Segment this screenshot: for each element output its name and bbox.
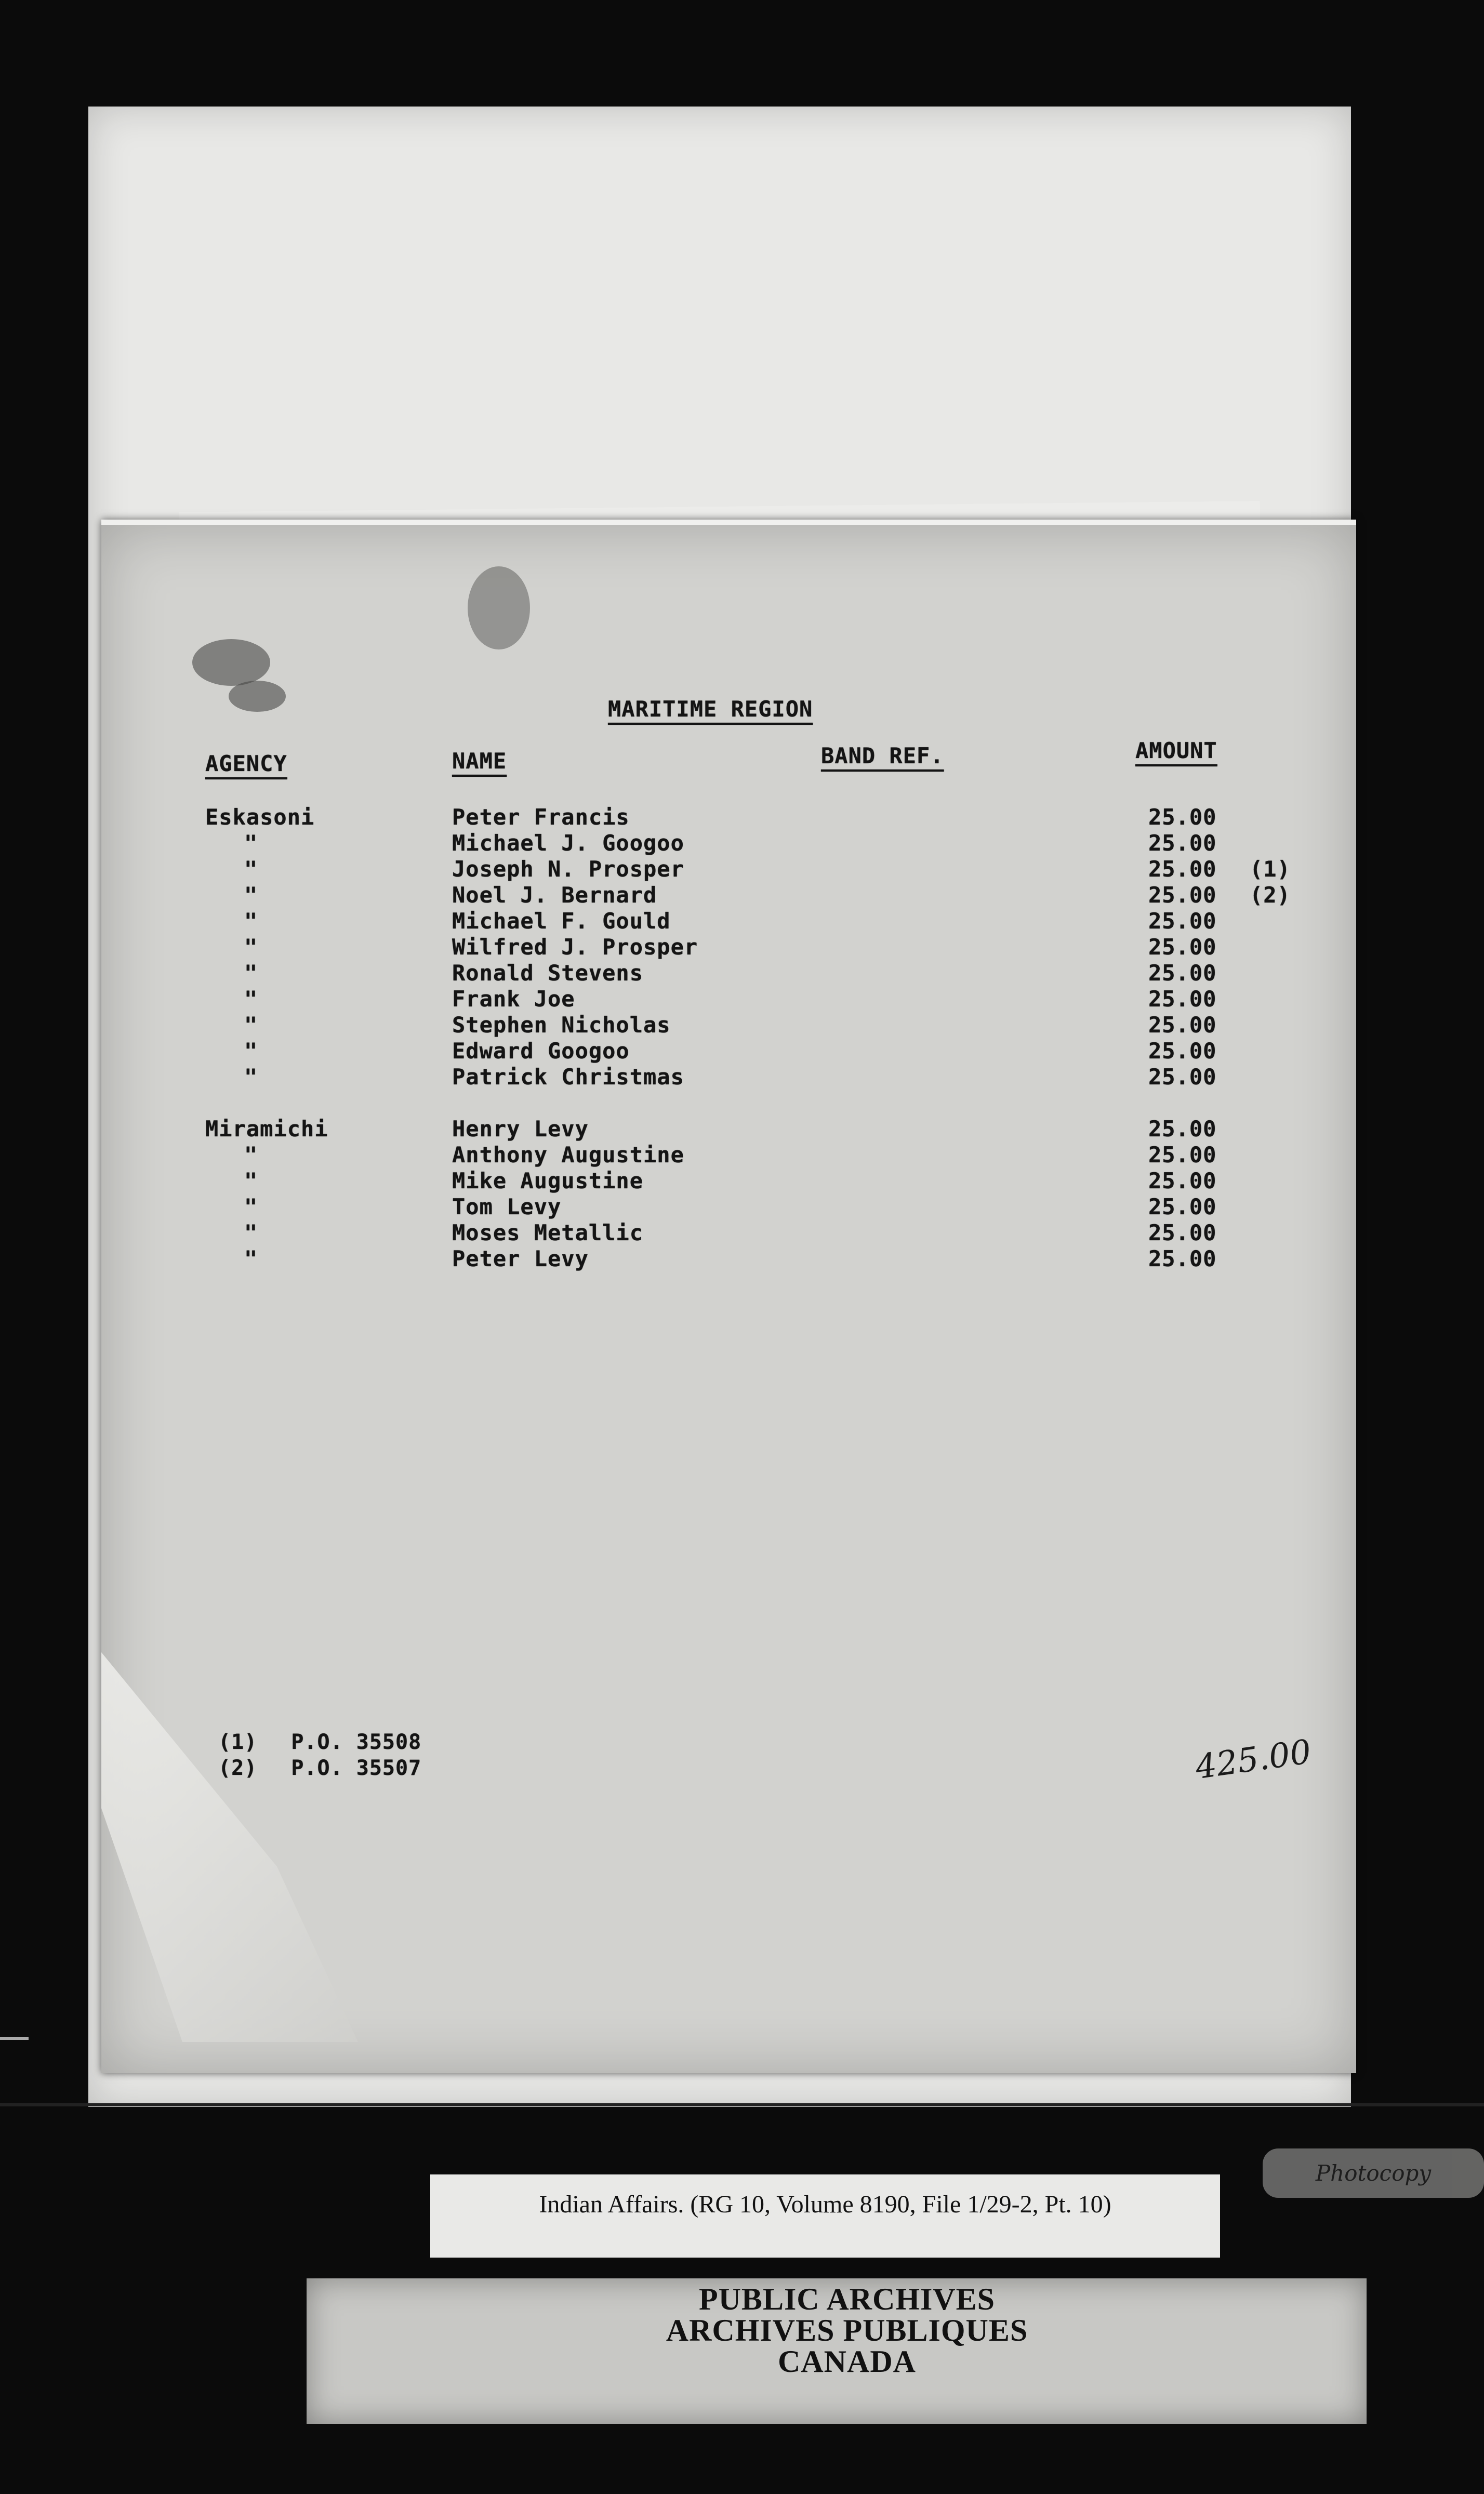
- agency-cell: Miramichi: [205, 1116, 328, 1142]
- footnote-ref: (2): [1250, 882, 1291, 908]
- amount-cell: 25.00: [1148, 1220, 1217, 1245]
- amount-cell: 25.00: [1148, 1064, 1217, 1090]
- column-header-agency: AGENCY: [205, 751, 287, 776]
- amount-cell: 25.00: [1148, 882, 1217, 908]
- amount-cell: 25.00: [1148, 960, 1217, 986]
- name-cell: Michael F. Gould: [452, 908, 671, 934]
- name-cell: Henry Levy: [452, 1116, 589, 1142]
- amount-cell: 25.00: [1148, 1168, 1217, 1193]
- footnote-mark: (1): [218, 1730, 258, 1754]
- footnote: [218, 1756, 421, 1780]
- amount-cell: 25.00: [1148, 986, 1217, 1012]
- name-cell: Patrick Christmas: [452, 1064, 684, 1090]
- name-cell: Joseph N. Prosper: [452, 856, 684, 882]
- stamp-line: CANADA: [778, 2344, 916, 2379]
- name-cell: Anthony Augustine: [452, 1142, 684, 1168]
- column-header-band-ref: BAND REF.: [821, 743, 944, 768]
- agency-cell: ": [244, 1220, 258, 1245]
- name-cell: Peter Francis: [452, 804, 630, 830]
- agency-cell: ": [244, 830, 258, 856]
- name-cell: Noel J. Bernard: [452, 882, 657, 908]
- amount-cell: 25.00: [1148, 1142, 1217, 1168]
- document-title: MARITIME REGION: [608, 696, 813, 722]
- amount-cell: 25.00: [1148, 856, 1217, 882]
- agency-cell: ": [244, 1064, 258, 1090]
- name-cell: Peter Levy: [452, 1246, 589, 1271]
- agency-cell: ": [244, 882, 258, 908]
- agency-cell: ": [244, 856, 258, 882]
- amount-cell: 25.00: [1148, 934, 1217, 960]
- amount-cell: 25.00: [1148, 1038, 1217, 1064]
- footnote: [218, 1730, 421, 1754]
- name-cell: Michael J. Googoo: [452, 830, 684, 856]
- amount-cell: 25.00: [1148, 1246, 1217, 1271]
- amount-cell: 25.00: [1148, 908, 1217, 934]
- agency-cell: ": [244, 960, 258, 986]
- agency-cell: ": [244, 1168, 258, 1193]
- agency-cell: ": [244, 1038, 258, 1064]
- name-cell: Moses Metallic: [452, 1220, 644, 1245]
- amount-cell: 25.00: [1148, 1116, 1217, 1142]
- name-cell: Stephen Nicholas: [452, 1012, 671, 1038]
- footnote-mark: (2): [218, 1756, 258, 1780]
- agency-cell: ": [244, 1246, 258, 1271]
- amount-cell: 25.00: [1148, 1012, 1217, 1038]
- agency-cell: ": [244, 1012, 258, 1038]
- name-cell: Frank Joe: [452, 986, 575, 1012]
- amount-cell: 25.00: [1148, 830, 1217, 856]
- side-tag-text: Photocopy: [1315, 2160, 1432, 2186]
- name-cell: Wilfred J. Prosper: [452, 934, 698, 960]
- name-cell: Tom Levy: [452, 1194, 562, 1219]
- side-tag: [1263, 2148, 1484, 2198]
- ink-stain: [229, 681, 286, 712]
- name-cell: Ronald Stevens: [452, 960, 644, 986]
- agency-cell: ": [244, 986, 258, 1012]
- archive-stamp: [613, 2284, 1081, 2377]
- agency-cell: ": [244, 1194, 258, 1219]
- archive-reference-label: [430, 2174, 1220, 2258]
- stamp-line: ARCHIVES PUBLIQUES: [666, 2313, 1028, 2347]
- ink-stain: [192, 639, 270, 686]
- name-cell: Mike Augustine: [452, 1168, 644, 1193]
- agency-cell: ": [244, 1142, 258, 1168]
- handwritten-total: 425.00: [1192, 1732, 1314, 1787]
- footnote-text: P.O. 35508: [291, 1730, 422, 1754]
- amount-cell: 25.00: [1148, 1194, 1217, 1219]
- column-header-amount: AMOUNT: [1135, 738, 1217, 763]
- column-header-name: NAME: [452, 748, 507, 774]
- archive-reference: Indian Affairs. (RG 10, Volume 8190, File 1/29-2, Pt. 10): [539, 2191, 1111, 2218]
- agency-cell: ": [244, 934, 258, 960]
- divider: [0, 2103, 1484, 2106]
- amount-cell: 25.00: [1148, 804, 1217, 830]
- name-cell: Edward Googoo: [452, 1038, 630, 1064]
- footnote-text: P.O. 35507: [291, 1756, 422, 1780]
- agency-cell: ": [244, 908, 258, 934]
- staple-mark: [468, 566, 530, 649]
- agency-cell: Eskasoni: [205, 804, 315, 830]
- edge-mark: [0, 2037, 29, 2040]
- stamp-line: PUBLIC ARCHIVES: [698, 2282, 996, 2316]
- footnote-ref: (1): [1250, 856, 1291, 882]
